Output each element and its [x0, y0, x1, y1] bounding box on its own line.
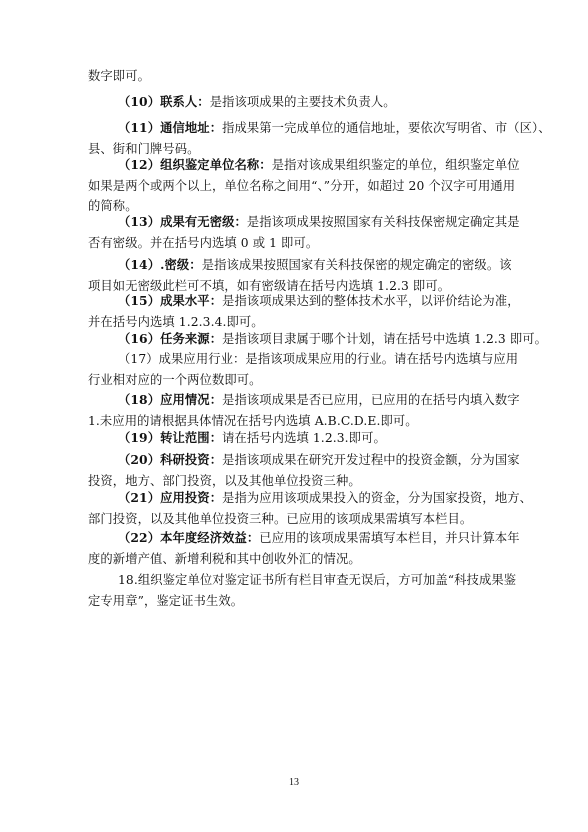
text-line: 投资，地方、部门投资，以及其他单位投资三种。	[88, 473, 361, 488]
paragraph-section-18	[88, 570, 517, 611]
text-line: 度的新增产值、新增利税和其中创收外汇的情况。	[88, 551, 361, 566]
text-line: 并在括号内选填 1.2.3.4.即可。	[88, 314, 264, 329]
item-text: 是指该项成果在研究开发过程中的投资金额，分为国家	[222, 453, 520, 467]
text-line	[88, 329, 548, 350]
text-line	[88, 349, 519, 370]
item-label: （18）应用情况：	[118, 392, 223, 407]
item-text: 已应用的该项成果需填写本栏目，并只计算本年	[259, 531, 520, 545]
paragraph-item-17	[88, 349, 519, 390]
text-line: 如果是两个或两个以上，单位名称之间用“、”分开，如超过 20 个汉字可用通用	[88, 178, 516, 193]
item-label: （20）科研投资：	[118, 452, 223, 467]
item-label: （10）联系人：	[118, 94, 210, 109]
item-text: 请在括号内选填 1.2.3.即可。	[222, 431, 386, 445]
paragraph-item-22	[88, 528, 520, 569]
paragraph-item-10	[88, 92, 500, 113]
text-line	[88, 118, 551, 139]
text-line	[88, 390, 520, 411]
page-number: 13	[289, 777, 299, 788]
text-line: 1.未应用的请根据具体情况在括号内选填 A.B.C.D.E.即可。	[88, 413, 418, 428]
item-label: （15）成果水平：	[118, 293, 223, 308]
item-text: 是指该项成果按照国家有关科技保密规定确定其是	[246, 215, 520, 229]
text-line: 行业相对应的一个两位数即可。	[88, 372, 262, 387]
item-text: 是指该项成果的主要技术负责人。	[209, 95, 396, 109]
item-text: 是指为应用该项成果投入的资金，分为国家投资，地方、	[222, 491, 533, 505]
item-label: （12）组织鉴定单位名称：	[118, 157, 272, 172]
paragraph-continuation	[88, 66, 500, 87]
item-text: 是指该项成果是否已应用，已应用的在括号内填入数字	[222, 393, 520, 407]
item-text: 是指对该成果组织鉴定的单位，组织鉴定单位	[271, 158, 520, 172]
text-line	[88, 488, 533, 509]
text-line	[88, 428, 500, 449]
item-text: 是指该项目隶属于哪个计划，请在括号中选填 1.2.3 即可。	[222, 332, 548, 346]
text-line: 县、街和门牌号码。	[88, 141, 200, 156]
item-label: （16）任务来源：	[118, 331, 223, 346]
paragraph-item-16	[88, 329, 548, 350]
text-line: 项目如无密级此栏可不填，如有密级请在括号内选填 1.2.3 即可。	[88, 278, 451, 293]
item-label: （19）转让范围：	[118, 430, 223, 445]
paragraph-item-21	[88, 488, 533, 529]
paragraph-item-14	[88, 255, 512, 296]
item-text: 是指该项成果达到的整体技术水平，以评价结论为准，	[222, 294, 520, 308]
item-text: 是指该项成果应用的行业。请在括号内选填与应用	[245, 352, 519, 366]
item-label: （17）成果应用行业：	[118, 352, 246, 366]
item-label: （21）应用投资：	[118, 490, 223, 505]
paragraph-item-12	[88, 155, 520, 217]
paragraph-item-18	[88, 390, 520, 431]
text-line: 18.组织鉴定单位对鉴定证书所有栏目审查无误后，方可加盖“科技成果鉴	[118, 573, 517, 587]
text-line	[88, 155, 520, 176]
text-line: 的简称。	[88, 199, 138, 213]
text-line	[88, 528, 520, 549]
item-label: （11）通信地址：	[118, 120, 223, 135]
item-label: （14）.密级：	[118, 257, 202, 272]
text-line	[88, 291, 520, 312]
text-line: 数字即可。	[88, 69, 150, 83]
text-line: 部门投资，以及其他单位投资三种。已应用的该项成果需填写本栏目。	[88, 511, 473, 526]
item-text: 是指该成果按照国家有关科技保密的规定确定的密级。该	[201, 258, 512, 272]
text-line	[88, 92, 500, 113]
paragraph-item-20	[88, 450, 520, 491]
item-label: （13）成果有无密级：	[118, 214, 247, 229]
paragraph-item-11	[88, 118, 551, 159]
text-line: 否有密级。并在括号内选填 0 或 1 即可。	[88, 235, 319, 250]
paragraph-item-13	[88, 212, 520, 253]
item-label: （22）本年度经济效益：	[118, 530, 260, 545]
text-line: 定专用章”，鉴定证书生效。	[88, 593, 244, 608]
text-line	[88, 255, 512, 276]
text-line	[88, 450, 520, 471]
paragraph-item-15	[88, 291, 520, 332]
text-line	[88, 212, 520, 233]
item-text: 指成果第一完成单位的通信地址，要依次写明省、市（区）、	[222, 121, 551, 135]
paragraph-item-19	[88, 428, 500, 449]
